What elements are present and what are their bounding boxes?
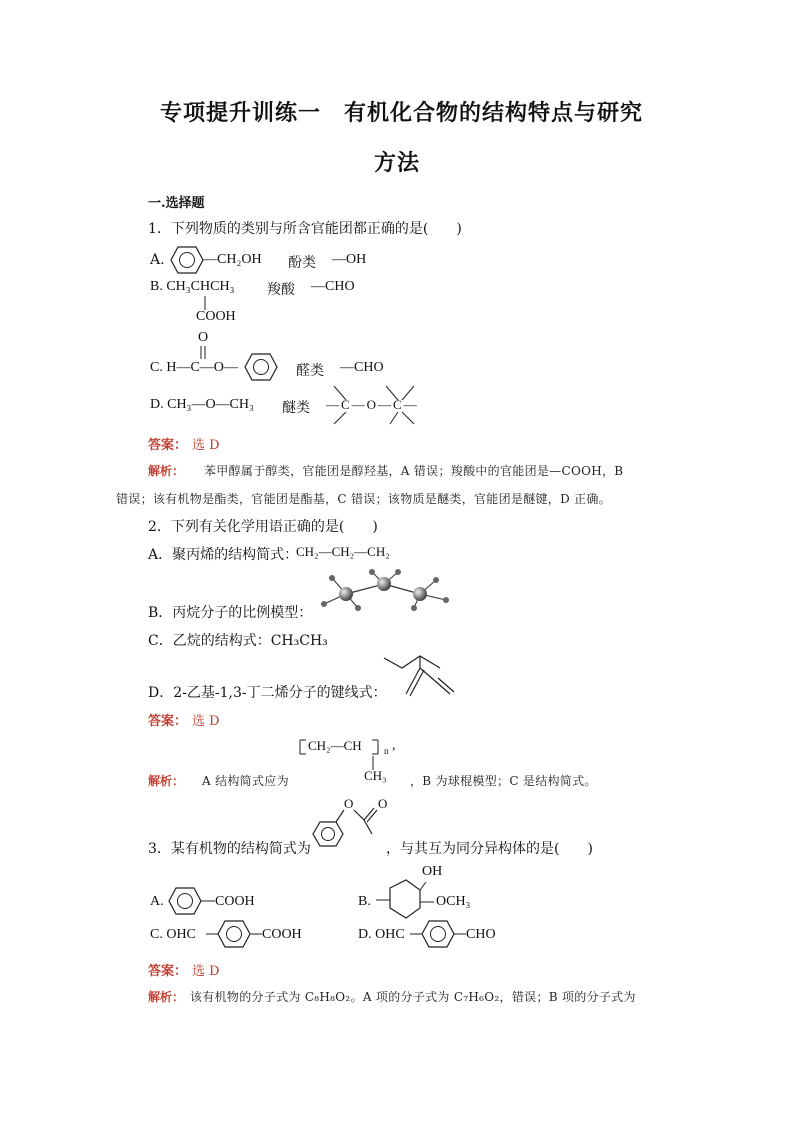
q3-option-c-group: COOH	[262, 927, 302, 942]
benzene-ring-icon	[168, 886, 202, 916]
double-bond	[198, 346, 208, 360]
q1-option-c-label: C. H—C—O—	[150, 360, 238, 375]
q1-option-b-sub: COOH	[196, 309, 236, 324]
q3-answer: 选 D	[192, 964, 220, 979]
q2-option-a-formula: CH₂—CH₂—CH₂	[296, 544, 390, 559]
question-3-stem-pre: 3．某有机物的结构简式为	[148, 841, 311, 857]
para-benzene-ring	[410, 919, 468, 949]
q3-option-a-group: COOH	[215, 894, 255, 909]
q2-poly-comma: ,	[392, 738, 396, 753]
q2-option-d: D．2-乙基-1,3-丁二烯分子的键线式：	[148, 685, 387, 701]
question-2-stem: 2．下列有关化学用语正确的是( )	[148, 519, 378, 535]
benzene-ring-icon	[244, 352, 278, 382]
q1-option-d-label: D. CH₃—O—CH₃	[150, 397, 254, 412]
q2-poly-sub: CH₃	[364, 768, 387, 783]
page-title: 专项提升训练一 有机化合物的结构特点与研究	[160, 100, 644, 126]
q2-answer: 选 D	[192, 714, 220, 729]
bond-line	[204, 296, 206, 310]
section-heading: 一.选择题	[148, 196, 205, 211]
q1-option-d-group: —C—O—C—	[326, 397, 419, 412]
q2-analysis-label: 解析：	[148, 774, 185, 788]
para-benzene-ring	[206, 919, 264, 949]
q1-option-b-class: 羧酸	[267, 282, 295, 298]
cyclohexane-ring-icon	[374, 878, 438, 924]
q1-option-a-group: —OH	[332, 252, 367, 267]
q2-option-a: A．聚丙烯的结构简式：	[148, 547, 299, 563]
q3-stem-o2: O	[378, 796, 388, 811]
q3-option-d-group: CHO	[466, 927, 496, 942]
q2-answer-label: 答案：	[148, 714, 188, 729]
q1-option-c-class: 醛类	[296, 363, 324, 379]
q1-option-d-class: 醚类	[282, 400, 310, 416]
q3-stem-o1: O	[344, 796, 354, 811]
q3-option-b-och3: OCH₃	[436, 894, 471, 909]
q2-poly-main: CH₂—CH	[308, 738, 362, 753]
q3-option-b-oh: OH	[422, 864, 443, 879]
q3-option-a-label: A.	[150, 894, 164, 909]
question-3-stem-post: ，与其互为同分异构体的是( )	[386, 841, 593, 857]
q2-poly-n: n	[384, 746, 389, 756]
bond-line	[201, 900, 215, 902]
q1-answer-label: 答案：	[148, 438, 188, 453]
q2-analysis-post: ，B 为球棍模型；C 是结构简式。	[410, 774, 597, 788]
q1-option-a-label: A.	[150, 252, 165, 268]
q2-analysis-pre: A 结构简式应为	[202, 774, 289, 788]
benzene-ring-icon	[170, 245, 204, 275]
q2-option-b: B．丙烷分子的比例模型：	[148, 605, 313, 621]
q1-option-c-group: —CHO	[340, 360, 384, 375]
q3-option-c-label: C. OHC	[150, 927, 196, 942]
q1-option-b-label: B. CH₃CHCH₃	[150, 279, 235, 294]
q1-option-a-formula: —CH₂OH	[203, 252, 262, 267]
ether-bonds	[326, 384, 422, 428]
q1-analysis-label: 解析：	[148, 464, 185, 478]
q1-option-b-group: —CHO	[311, 279, 355, 294]
q3-option-b-label: B.	[358, 894, 371, 909]
q3-analysis: 该有机物的分子式为 C₈H₈O₂。A 项的分子式为 C₇H₆O₂，错误；B 项的分子式为	[190, 990, 636, 1004]
q2-option-c: C．乙烷的结构式：CH₃CH₃	[148, 633, 328, 649]
q1-option-c-o: O	[198, 330, 209, 345]
q3-option-d-label: D. OHC	[358, 927, 405, 942]
propane-ball-stick-model	[318, 568, 458, 618]
skeletal-formula-2-ethyl-butadiene	[380, 650, 460, 696]
question-1-stem: 1．下列物质的类别与所含官能团都正确的是( )	[148, 221, 462, 237]
q1-option-a-class: 酚类	[288, 255, 316, 271]
q1-analysis-line2: 错误；该有机物是酯类，官能团是酯基，C 错误；该物质是醚类，官能团是醚键，D 正确。	[116, 492, 612, 506]
q1-answer: 选 D	[192, 438, 220, 453]
q3-analysis-label: 解析：	[148, 990, 185, 1004]
q3-answer-label: 答案：	[148, 964, 188, 979]
page-title-line2: 方法	[374, 150, 421, 176]
q1-analysis-line1: 苯甲醇属于醇类，官能团是醇羟基，A 错误；羧酸中的官能团是—COOH，B	[204, 464, 624, 478]
